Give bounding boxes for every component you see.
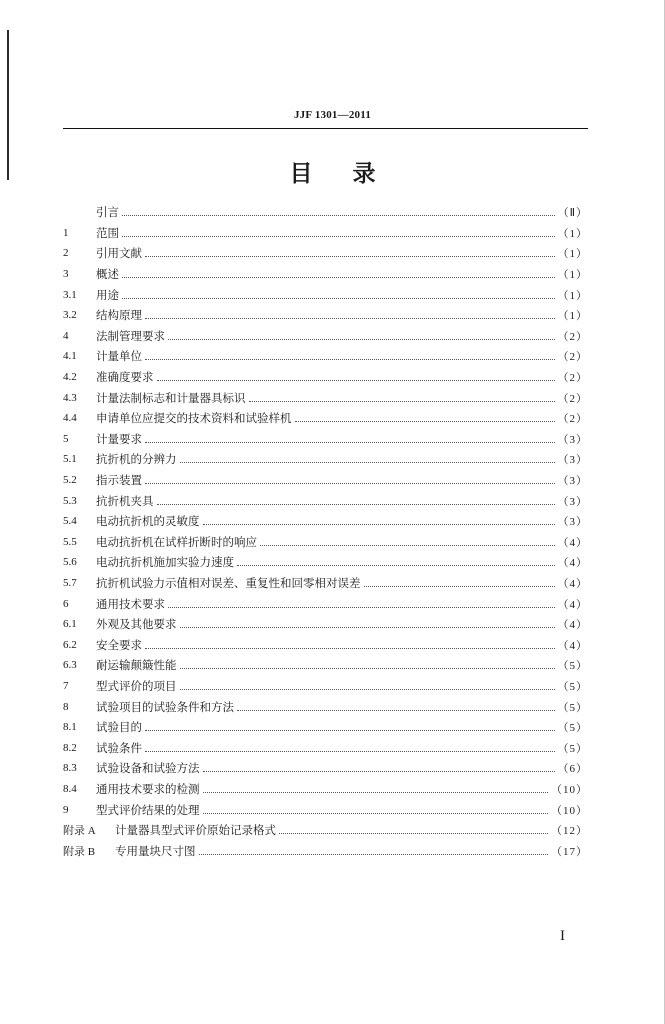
toc-entry-title: 安全要求 [96,637,142,652]
dot-leader [237,709,555,711]
toc-entry-number: 5.5 [63,535,77,548]
toc-entry[interactable] [63,408,588,429]
dot-leader [295,420,555,422]
toc-entry-number: 3.1 [63,288,77,301]
toc-entry[interactable] [63,532,588,553]
page-title: 目录 [289,161,416,187]
toc-entry-title: 电动抗折机的灵敏度 [96,514,200,529]
toc-entry[interactable] [63,243,588,264]
toc-entry-page: （5） [557,660,588,673]
toc-entry-number: 1 [63,226,69,239]
toc-entry-number: 9 [63,803,69,816]
toc-entry[interactable] [63,676,588,697]
toc-entry-number: 8.2 [63,741,77,754]
toc-entry-title: 计量器具型式评价原始记录格式 [115,823,276,838]
toc-entry-page: （10） [551,783,588,796]
toc-entry[interactable] [63,737,588,758]
dot-leader [203,812,549,814]
toc-entry-number: 3.2 [63,309,77,322]
toc-entry-title: 用途 [96,287,119,302]
toc-entry[interactable] [63,840,588,861]
toc-entry-page: （5） [557,680,588,693]
toc-entry-title: 法制管理要求 [96,328,165,343]
toc-entry-number: 5.7 [63,576,77,589]
toc-entry-page: （2） [557,413,588,426]
dot-leader [122,297,555,299]
dot-leader [199,853,549,855]
toc-entry-page: （10） [551,804,588,817]
toc-entry-number: 4 [63,329,69,342]
toc-entry[interactable] [63,264,588,285]
toc-entry[interactable] [63,346,588,367]
toc-entry-title: 型式评价结果的处理 [96,802,200,817]
toc-entry-title: 引用文献 [96,246,142,261]
toc-entry-number: 5 [63,432,69,445]
toc-entry-page: （5） [557,722,588,735]
dot-leader [203,791,549,793]
dot-leader [145,729,555,731]
dot-leader [145,255,555,257]
toc-entry-title: 计量要求 [96,431,142,446]
dot-leader [168,338,555,340]
toc-entry[interactable] [63,202,588,223]
dot-leader [180,626,555,628]
toc-entry-page: （1） [557,289,588,302]
toc-entry-page: （1） [557,269,588,282]
toc-entry-title: 专用量块尺寸图 [115,843,196,858]
toc-entry-number: 4.2 [63,371,77,384]
dot-leader [157,503,555,505]
toc-entry[interactable] [63,655,588,676]
toc-entry[interactable] [63,284,588,305]
toc-entry-title: 指示装置 [96,473,142,488]
toc-entry-page: （Ⅱ） [557,207,588,220]
dot-leader [145,441,555,443]
toc-entry-page: （4） [557,639,588,652]
dot-leader [260,544,555,546]
toc-entry-number: 6.1 [63,618,77,631]
dot-leader [122,235,555,237]
toc-entry[interactable] [63,387,588,408]
toc-entry-page: （3） [557,475,588,488]
toc-entry-title: 抗折机试验力示值相对误差、重复性和回零相对误差 [96,575,361,590]
dot-leader [122,276,555,278]
dot-leader [237,564,555,566]
toc-entry-title: 引言 [96,205,119,220]
table-of-contents [63,202,588,861]
toc-entry[interactable] [63,449,588,470]
dot-leader [180,688,555,690]
dot-leader [180,461,555,463]
toc-entry-number: 5.4 [63,515,77,528]
toc-entry-page: （17） [551,845,588,858]
toc-entry[interactable] [63,552,588,573]
toc-entry-page: （3） [557,454,588,467]
dot-leader [364,585,555,587]
toc-entry-title: 申请单位应提交的技术资料和试验样机 [96,411,292,426]
dot-leader [168,606,555,608]
toc-entry-number: 8 [63,700,69,713]
dot-leader [145,482,555,484]
toc-entry-title: 计量单位 [96,349,142,364]
toc-entry[interactable] [63,634,588,655]
toc-entry-page: （4） [557,619,588,632]
toc-entry-title: 电动抗折机施加实验力速度 [96,555,234,570]
toc-entry-number: 5.3 [63,494,77,507]
toc-entry[interactable] [63,367,588,388]
toc-entry-page: （3） [557,516,588,529]
dot-leader [145,647,555,649]
toc-entry-number: 3 [63,268,69,281]
toc-entry-title: 耐运输颠簸性能 [96,658,177,673]
toc-entry[interactable] [63,779,588,800]
toc-entry-number: 4.3 [63,391,77,404]
toc-entry-number: 4.1 [63,350,77,363]
toc-entry-page: （3） [557,433,588,446]
toc-entry[interactable] [63,223,588,244]
toc-entry-page: （2） [557,392,588,405]
toc-entry-number: 2 [63,247,69,260]
toc-entry-page: （4） [557,536,588,549]
toc-entry[interactable] [63,429,588,450]
toc-entry[interactable] [63,758,588,779]
toc-entry-page: （5） [557,701,588,714]
dot-leader [157,379,555,381]
toc-entry-title: 准确度要求 [96,370,154,385]
toc-entry-page: （12） [551,825,588,838]
toc-entry-title: 试验设备和试验方法 [96,761,200,776]
toc-entry[interactable] [63,490,588,511]
toc-entry-page: （2） [557,351,588,364]
toc-entry[interactable] [63,305,588,326]
standard-code-header: JJF 1301—2011 [293,109,372,121]
toc-entry-number: 6.3 [63,659,77,672]
toc-entry-number: 4.4 [63,412,77,425]
header-rule [63,128,588,129]
dot-leader [203,523,555,525]
toc-entry-page: （2） [557,330,588,343]
toc-entry-number: 5.6 [63,556,77,569]
dot-leader [203,770,555,772]
dot-leader [145,750,555,752]
toc-entry-page: （5） [557,742,588,755]
toc-entry-title: 抗折机的分辨力 [96,452,177,467]
toc-entry-title: 通用技术要求 [96,596,165,611]
toc-entry-number: 8.1 [63,721,77,734]
toc-entry-title: 电动抗折机在试样折断时的响应 [96,534,257,549]
toc-entry-number: 5.1 [63,453,77,466]
dot-leader [249,400,555,402]
toc-entry-title: 外观及其他要求 [96,617,177,632]
toc-entry-number: 6 [63,597,69,610]
toc-entry-title: 型式评价的项目 [96,678,177,693]
toc-entry-page: （3） [557,495,588,508]
toc-entry-page: （6） [557,763,588,776]
toc-entry-number: 6.2 [63,638,77,651]
toc-entry-page: （4） [557,557,588,570]
toc-entry-title: 概述 [96,267,119,282]
toc-entry-title: 抗折机夹具 [96,493,154,508]
toc-entry-number: 5.2 [63,474,77,487]
toc-entry[interactable] [63,593,588,614]
toc-entry-page: （4） [557,577,588,590]
toc-entry[interactable] [63,511,588,532]
toc-entry[interactable] [63,573,588,594]
toc-entry-title: 试验条件 [96,740,142,755]
toc-entry[interactable] [63,799,588,820]
toc-entry-page: （1） [557,248,588,261]
page-number: I [560,928,565,944]
toc-entry-page: （2） [557,372,588,385]
toc-entry-title: 试验项目的试验条件和方法 [96,699,234,714]
toc-entry[interactable] [63,696,588,717]
toc-entry-number: 附录 B [63,845,96,858]
toc-entry-title: 结构原理 [96,308,142,323]
toc-entry-title: 试验目的 [96,720,142,735]
dot-leader [279,832,548,834]
dot-leader [122,214,555,216]
toc-entry-title: 范围 [96,225,119,240]
toc-entry-title: 通用技术要求的检测 [96,781,200,796]
toc-entry-number: 7 [63,679,69,692]
toc-entry-number: 附录 A [63,825,96,838]
toc-entry[interactable] [63,470,588,491]
dot-leader [145,317,555,319]
toc-entry-page: （1） [557,227,588,240]
toc-entry[interactable] [63,614,588,635]
toc-entry-page: （4） [557,598,588,611]
toc-entry-title: 计量法制标志和计量器具标识 [96,390,246,405]
dot-leader [180,667,555,669]
toc-entry[interactable] [63,717,588,738]
toc-entry-number: 8.4 [63,782,77,795]
toc-entry[interactable] [63,326,588,347]
toc-entry-page: （1） [557,310,588,323]
toc-entry-number: 8.3 [63,762,77,775]
dot-leader [145,358,555,360]
toc-entry[interactable] [63,820,588,841]
